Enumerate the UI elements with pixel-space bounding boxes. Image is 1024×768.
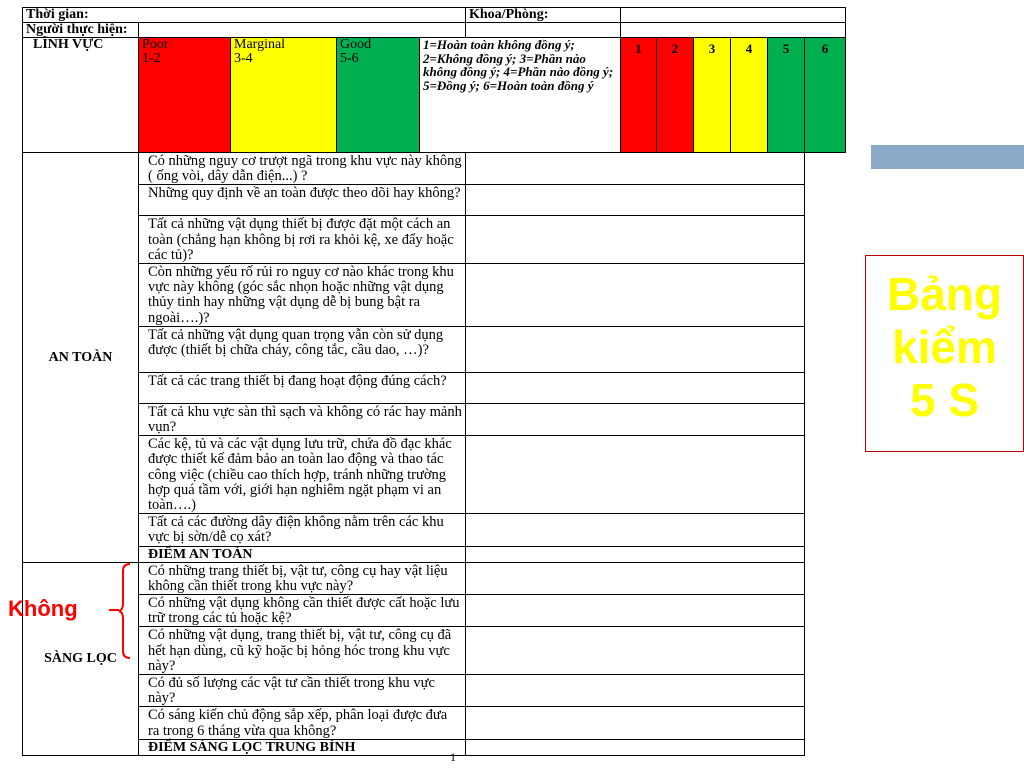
title-line-1: Bảng	[887, 268, 1002, 320]
score-cell[interactable]	[466, 707, 805, 739]
person-value[interactable]	[139, 23, 466, 38]
area-header: LĨNH VỰC	[23, 38, 139, 153]
question-sang-loc-2: Có những vật dụng không cần thiết được cất hoặc lưu trữ trong các tủ hoặc kệ?	[139, 595, 466, 627]
area-an-toan-label: AN TOÀN	[48, 349, 113, 365]
time-label: Thời gian:	[23, 8, 466, 23]
person-label: Người thực hiện:	[23, 23, 139, 38]
question-an-toan-9: Tất cả các đường dây điện không nằm trên các khu vực bị sờn/dễ cọ xát?	[139, 514, 466, 546]
score-cell[interactable]	[466, 436, 805, 514]
dept-label: Khoa/Phòng:	[466, 8, 621, 23]
score-cell[interactable]	[466, 216, 805, 264]
score-cell[interactable]	[466, 675, 805, 707]
good-range: 5-6	[340, 51, 359, 66]
brace-icon	[118, 563, 132, 659]
question-sang-loc-5: Có sáng kiến chủ động sắp xếp, phân loại được đưa ra trong 6 tháng vừa qua không?	[139, 707, 466, 739]
accent-bar	[871, 145, 1024, 169]
good-header	[337, 38, 420, 153]
score-cell[interactable]	[466, 264, 805, 327]
score-header-4: 4	[731, 38, 768, 153]
total-sang-loc-value[interactable]	[466, 739, 805, 755]
question-an-toan-7: Tất cả khu vực sàn thì sạch và không có rác hay mảnh vụn?	[139, 403, 466, 435]
good-label: Good	[340, 37, 372, 52]
rating-legend: 1=Hoàn toàn không đồng ý; 2=Không đồng ý; 3=Phần nào không đồng ý; 4=Phần nào đồng ý; 5=Đồng ý; 6=Hoàn toàn đồng ý	[420, 38, 621, 153]
checklist-table	[22, 7, 846, 756]
score-cell[interactable]	[466, 627, 805, 675]
question-an-toan-1: Có những nguy cơ trượt ngã trong khu vực này không ( ống vòi, dây dẫn điện...) ?	[139, 153, 466, 185]
page-number: 1	[450, 750, 456, 764]
question-an-toan-4: Còn những yếu rố rủi ro nguy cơ nào khác trong khu vực này không (góc sắc nhọn hoặc những vật dụng thủy tinh hay những vật dụng dễ bị bung bật ra ngoài….)?	[139, 264, 466, 327]
title-box	[865, 255, 1024, 452]
question-an-toan-2: Những quy định về an toàn được theo dõi hay không?	[139, 185, 466, 216]
poor-range: 1-2	[142, 51, 161, 66]
title-line-3: 5 S	[909, 374, 980, 426]
score-cell[interactable]	[466, 153, 805, 185]
question-sang-loc-3: Có những vật dụng, trang thiết bị, vật tư, công cụ đã hết hạn dùng, cũ kỹ hoặc bị hỏng hóc trong khu vực này?	[139, 627, 466, 675]
score-cell[interactable]	[466, 514, 805, 546]
score-cell[interactable]	[466, 595, 805, 627]
question-sang-loc-4: Có đủ số lượng các vật tư cần thiết trong khu vực này?	[139, 675, 466, 707]
total-sang-loc: ĐIỂM SÀNG LỌC TRUNG BÌNH	[139, 739, 466, 755]
area-an-toan	[23, 153, 139, 563]
poor-label: Poor	[142, 37, 169, 52]
question-sang-loc-1: Có những trang thiết bị, vật tư, công cụ hay vật liệu không cần thiết trong khu vực này?	[139, 562, 466, 594]
total-an-toan: ĐIỂM AN TOÀN	[139, 546, 466, 562]
score-cell[interactable]	[466, 372, 805, 403]
title-line-2: kiểm	[892, 321, 997, 373]
question-an-toan-5: Tất cả những vật dụng quan trọng vẫn còn sử dụng được (thiết bị chữa cháy, công tắc, cầu dao, …)?	[139, 326, 466, 372]
score-header-6: 6	[805, 38, 846, 153]
question-an-toan-3: Tất cả những vật dụng thiết bị được đặt một cách an toàn (chẳng hạn không bị rơi ra khỏi kệ, xe đẩy hoặc các tủ)?	[139, 216, 466, 264]
checklist-sheet	[22, 7, 845, 755]
score-header-1: 1	[621, 38, 657, 153]
area-sang-loc-label: SÀNG LỌC	[44, 651, 117, 667]
poor-header	[139, 38, 231, 153]
question-an-toan-6: Tất cả các trang thiết bị đang hoạt động đúng cách?	[139, 372, 466, 403]
score-cell[interactable]	[466, 185, 805, 216]
marginal-range: 3-4	[234, 51, 253, 66]
score-cell[interactable]	[466, 403, 805, 435]
marginal-header	[231, 38, 337, 153]
marginal-label: Marginal	[234, 37, 286, 52]
total-an-toan-value[interactable]	[466, 546, 805, 562]
score-header-3: 3	[694, 38, 731, 153]
question-an-toan-8: Các kệ, tủ và các vật dụng lưu trữ, chứa đồ đạc khác được thiết kế đảm bảo an toàn lao động và thao tác công việc (chiều cao thích hợp, tránh những trường hợp quá tầm với, giới hạn nghiêm ngặt phạm vi an toàn….)	[139, 436, 466, 514]
score-header-5: 5	[768, 38, 805, 153]
score-header-2: 2	[657, 38, 694, 153]
score-cell[interactable]	[466, 562, 805, 594]
dept-value[interactable]	[621, 8, 846, 23]
score-cell[interactable]	[466, 326, 805, 372]
khong-annotation: Không	[8, 596, 78, 621]
